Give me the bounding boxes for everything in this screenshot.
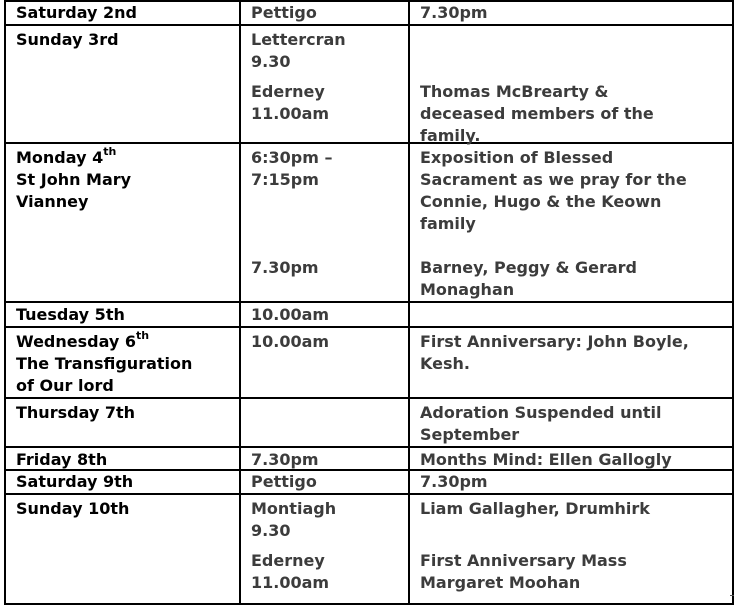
time-label: Pettigo — [251, 3, 317, 22]
note-label: Thomas McBrearty & deceased members of the family. — [420, 82, 654, 145]
time-label: 10.00am — [251, 305, 330, 324]
day-cell — [5, 327, 240, 398]
note-cell — [409, 327, 733, 398]
note-cell — [409, 143, 733, 302]
note-cell — [409, 494, 733, 604]
corner-mark — [730, 595, 734, 596]
time-label: 7.30pm — [251, 258, 319, 277]
note-cell — [409, 25, 733, 143]
time-cell — [240, 1, 409, 25]
day-label: Monday 4 — [16, 148, 104, 167]
day-suffix: th — [103, 144, 117, 158]
time-label: Montiagh 9.30 — [251, 499, 337, 540]
table-row — [5, 143, 733, 302]
time-label: 10.00am — [251, 332, 330, 351]
time-cell — [240, 447, 409, 470]
day-suffix: th — [136, 328, 150, 342]
time-label: Pettigo — [251, 472, 317, 491]
table-row — [5, 327, 733, 398]
table-row — [5, 398, 733, 447]
note-label: Exposition of Blessed Sacrament as we pray for the Connie, Hugo & the Keown family — [420, 148, 687, 233]
table-row — [5, 494, 733, 604]
table-row — [5, 447, 733, 470]
time-label: Ederney 11.00am — [251, 551, 330, 592]
table-row — [5, 470, 733, 494]
table-row — [5, 302, 733, 327]
day-cell — [5, 302, 240, 327]
mass-schedule-table — [4, 0, 734, 605]
table-row — [5, 1, 733, 25]
day-cell — [5, 398, 240, 447]
note-label: First Anniversary: John Boyle, Kesh. — [420, 332, 689, 373]
note-label: Liam Gallagher, Drumhirk — [420, 499, 650, 518]
day-cell — [5, 25, 240, 143]
time-label: 6:30pm – 7:15pm — [251, 148, 333, 189]
note-cell — [409, 470, 733, 494]
day-label: Sunday 3rd — [16, 30, 119, 49]
day-label: Saturday 2nd — [16, 3, 137, 22]
time-label: Ederney 11.00am — [251, 82, 330, 123]
note-label — [420, 29, 732, 81]
day-label: Sunday 10th — [16, 499, 130, 518]
time-label: 7.30pm — [251, 450, 319, 469]
time-cell — [240, 470, 409, 494]
note-cell — [409, 398, 733, 447]
note-label: Barney, Peggy & Gerard Monaghan — [420, 258, 637, 299]
time-cell — [240, 302, 409, 327]
time-cell — [240, 143, 409, 302]
day-cell — [5, 143, 240, 302]
time-cell — [240, 398, 409, 447]
time-cell — [240, 327, 409, 398]
note-label: First Anniversary Mass Margaret Moohan — [420, 551, 627, 592]
table-row — [5, 25, 733, 143]
note-cell — [409, 302, 733, 327]
feast-label: St John Mary Vianney — [16, 170, 132, 211]
day-label: Wednesday 6 — [16, 332, 137, 351]
note-cell — [409, 1, 733, 25]
day-cell — [5, 1, 240, 25]
day-label: Thursday 7th — [16, 403, 136, 422]
note-cell — [409, 447, 733, 470]
time-cell — [240, 25, 409, 143]
note-label: 7.30pm — [420, 3, 488, 22]
note-label: 7.30pm — [420, 472, 488, 491]
time-label: Lettercran 9.30 — [251, 30, 346, 71]
day-cell — [5, 447, 240, 470]
day-label: Saturday 9th — [16, 472, 134, 491]
day-cell — [5, 470, 240, 494]
feast-label: The Transfiguration of Our lord — [16, 354, 193, 395]
time-cell — [240, 494, 409, 604]
day-label: Tuesday 5th — [16, 305, 125, 324]
day-label: Friday 8th — [16, 450, 108, 469]
day-cell — [5, 494, 240, 604]
note-label: Adoration Suspended until September — [420, 403, 662, 444]
note-label: Months Mind: Ellen Gallogly — [420, 450, 672, 469]
